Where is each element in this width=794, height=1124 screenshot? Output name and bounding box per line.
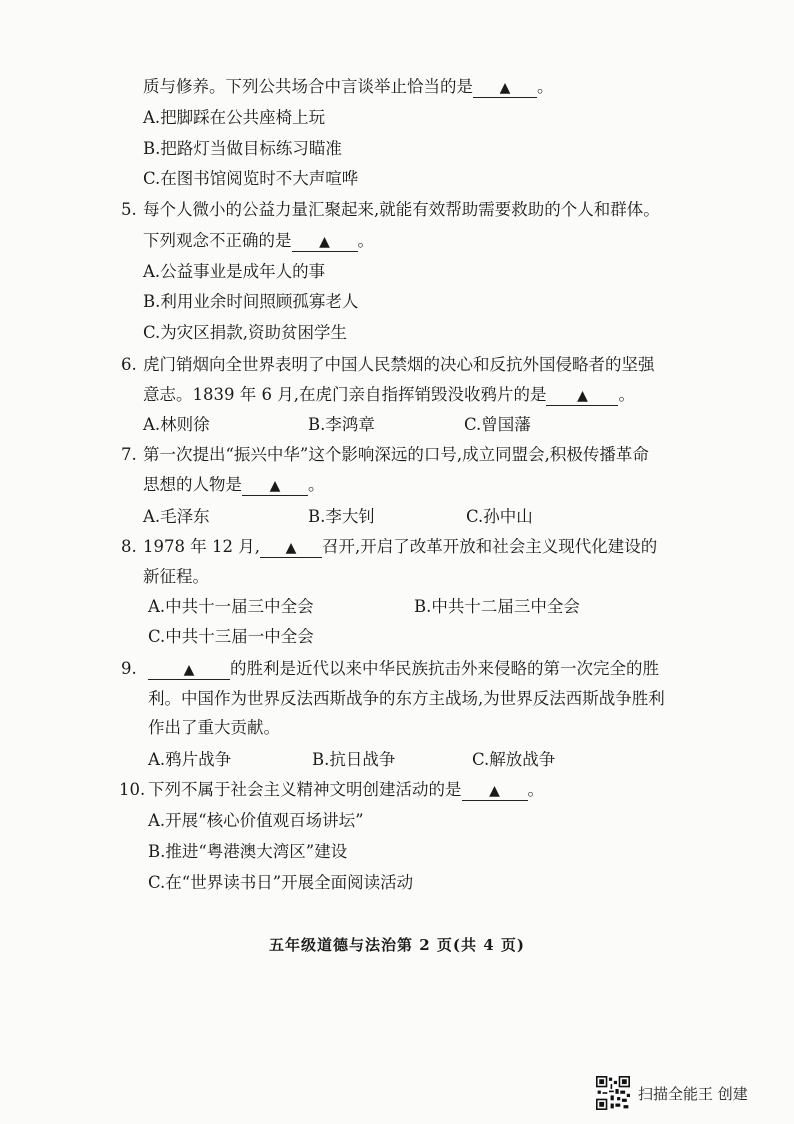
- qr-code-icon: [596, 1076, 630, 1110]
- q10-line1: 下列不属于社会主义精神文明创建活动的是 ▲ 。: [148, 780, 544, 799]
- q8-option-c: C.中共十三届一中全会: [148, 627, 314, 646]
- answer-blank[interactable]: ▲: [292, 233, 358, 252]
- q5-line2: 下列观念不正确的是 ▲ 。: [143, 231, 374, 250]
- answer-blank[interactable]: ▲: [260, 539, 322, 558]
- answer-blank[interactable]: ▲: [242, 477, 308, 496]
- q4-option-a: A.把脚踩在公共座椅上玩: [143, 108, 326, 127]
- q6-line1: 虎门销烟向全世界表明了中国人民禁烟的决心和反抗外国侵略者的坚强: [143, 355, 655, 374]
- watermark-text: 扫描全能王 创建: [638, 1084, 748, 1103]
- q5-option-c: C.为灾区捐款,资助贫困学生: [143, 323, 348, 342]
- q6-option-c: C.曾国藩: [464, 415, 531, 434]
- page-footer: 五年级道德与法治第 2 页(共 4 页): [269, 936, 525, 954]
- q9-option-b: B.抗日战争: [312, 750, 396, 769]
- q6-number: 6.: [121, 355, 137, 374]
- q7-number: 7.: [121, 445, 137, 464]
- q7-option-c: C.孙中山: [466, 507, 533, 526]
- q8-option-a: A.中共十一届三中全会: [148, 597, 314, 616]
- q4-stem: 质与修养。下列公共场合中言谈举止恰当的是 ▲ 。: [143, 77, 554, 96]
- q5-option-b: B.利用业余时间照顾孤寡老人: [143, 292, 359, 311]
- q7-option-b: B.李大钊: [308, 507, 375, 526]
- q6-option-a: A.林则徐: [143, 415, 210, 434]
- answer-blank[interactable]: ▲: [148, 661, 230, 680]
- q9-number: 9.: [121, 659, 137, 678]
- q9-option-c: C.解放战争: [472, 750, 556, 769]
- q10-option-c: C.在“世界读书日”开展全面阅读活动: [148, 873, 414, 892]
- q5-option-a: A.公益事业是成年人的事: [143, 262, 326, 281]
- answer-blank[interactable]: ▲: [462, 782, 528, 801]
- q8-line2: 新征程。: [143, 567, 209, 586]
- q6-line2: 意志。1839 年 6 月,在虎门亲自指挥销毁没收鸦片的是 ▲ 。: [143, 385, 635, 404]
- q8-number: 8.: [121, 537, 137, 556]
- q9-line3: 作出了重大贡献。: [148, 718, 280, 737]
- q9-line1: ▲ 的胜利是近代以来中华民族抗击外来侵略的第一次完全的胜: [148, 658, 659, 680]
- q10-option-a: A.开展“核心价值观百场讲坛”: [148, 811, 364, 830]
- q8-option-b: B.中共十二届三中全会: [414, 597, 580, 616]
- q5-number: 5.: [121, 200, 137, 219]
- q7-option-a: A.毛泽东: [143, 507, 210, 526]
- q9-option-a: A.鸦片战争: [148, 750, 232, 769]
- scanner-watermark: [596, 1076, 748, 1110]
- q8-line1: 1978 年 12 月, ▲ 召开,开启了改革开放和社会主义现代化建设的: [143, 537, 658, 556]
- q10-number: 10.: [119, 780, 146, 799]
- q7-line2: 思想的人物是 ▲ 。: [143, 475, 325, 494]
- q10-option-b: B.推进“粤港澳大湾区”建设: [148, 842, 348, 861]
- q4-option-b: B.把路灯当做目标练习瞄准: [143, 139, 342, 158]
- q5-line1: 每个人微小的公益力量汇聚起来,就能有效帮助需要救助的个人和群体。: [143, 200, 660, 219]
- q6-option-b: B.李鸿章: [308, 415, 375, 434]
- q7-line1: 第一次提出“振兴中华”这个影响深远的口号,成立同盟会,积极传播革命: [143, 445, 649, 464]
- q9-line2: 利。中国作为世界反法西斯战争的东方主战场,为世界反法西斯战争胜利: [148, 689, 665, 708]
- q4-option-c: C.在图书馆阅览时不大声喧哗: [143, 169, 359, 188]
- answer-blank[interactable]: ▲: [546, 387, 618, 406]
- answer-blank[interactable]: ▲: [473, 79, 537, 98]
